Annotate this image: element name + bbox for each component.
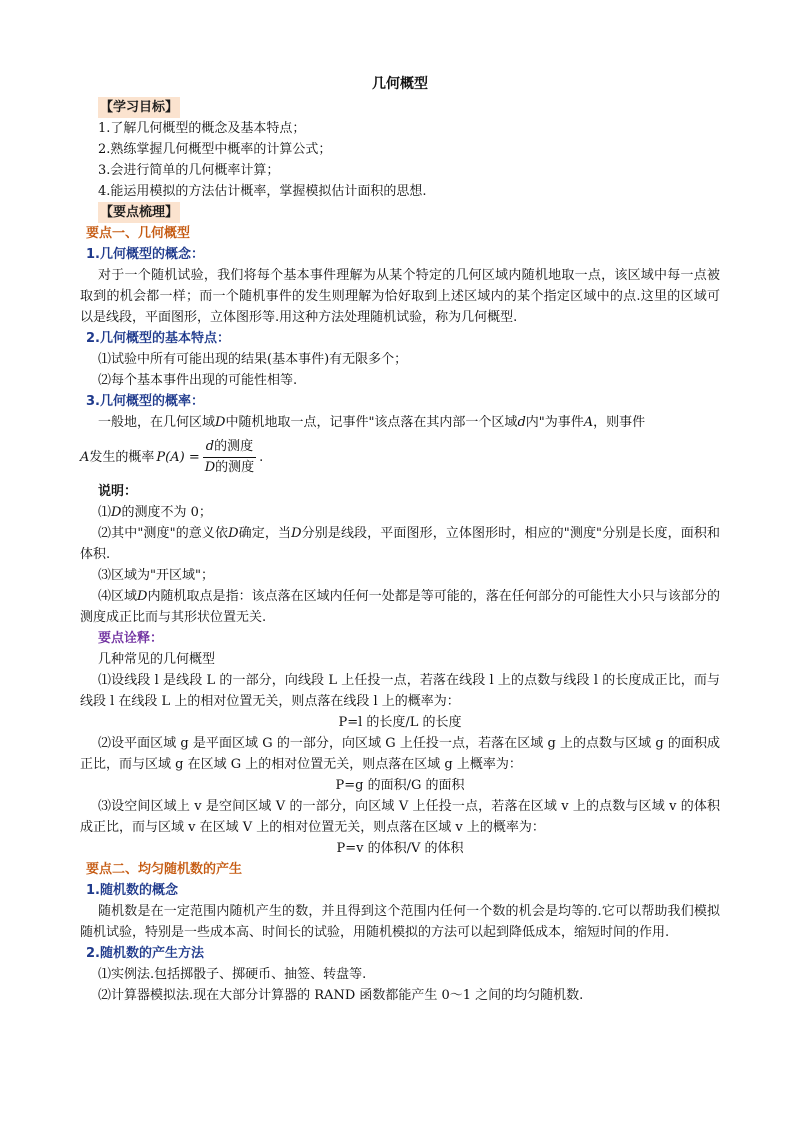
point1-heading: 要点一、几何概型 bbox=[86, 226, 191, 241]
goal-item: 2.熟练掌握几何概型中概率的计算公式； bbox=[98, 142, 332, 157]
explain-item: ⑵设平面区域 g 是平面区域 G 的一部分，向区域 G 上任投一点，若落在区域 g 上的点数与区域 g 的面积成正比，而与区域 g 在区域 G 上的相对位置无关，则点落在区域 g 上概率为： bbox=[80, 736, 720, 772]
note-item: ⑷区域D内随机取点是指：该点落在区域内任何一处都是等可能的，落在任何部分的可能性大小只与该部分的测度成正比而与其形状位置无关. bbox=[80, 589, 720, 625]
explain-label: 要点诠释： bbox=[98, 631, 164, 646]
random-concept-heading: 1.随机数的概念 bbox=[86, 883, 178, 898]
page-title: 几何概型 bbox=[372, 76, 428, 92]
explain-formula: P=l 的长度/L 的长度 bbox=[338, 715, 462, 730]
explain-formula: P=g 的面积/G 的面积 bbox=[335, 778, 465, 793]
document-page bbox=[80, 74, 720, 1006]
feature-item: ⑵每个基本事件出现的可能性相等. bbox=[98, 373, 298, 388]
explain-item: ⑶设空间区域上 v 是空间区域 V 的一部分，向区域 V 上任投一点，若落在区域 v 上的点数与区域 v 的体积成正比，而与区域 v 在区域 V 上的相对位置无关，则点落在区域 v 上的概率为： bbox=[80, 799, 720, 835]
formula-fraction: $\frac{\text{d的测度}}{\text{D的测度}}$ bbox=[204, 438, 255, 475]
probability-paragraph: 一般地，在几何区域D中随机地取一点，记事件"该点落在其内部一个区域d内"为事件A，则事件 bbox=[98, 415, 646, 430]
note-label: 说明： bbox=[98, 484, 138, 499]
explain-intro: 几种常见的几何概型 bbox=[98, 652, 216, 667]
note-item: ⑶区域为"开区域"； bbox=[98, 568, 214, 583]
note-item: ⑵其中"测度"的意义依D确定，当D分别是线段，平面图形，立体图形时，相应的"测度"分别是长度，面积和体积. bbox=[80, 526, 720, 562]
concept-paragraph: 对于一个随机试验，我们将每个基本事件理解为从某个特定的几何区域内随机地取一点，该区域中每一点被取到的机会都一样；而一个随机事件的发生则理解为恰好取到上述区域内的某个指定区域中的点.这里的区域可以是线段，平面图形，立体图形等.用这种方法处理随机试验，称为几何概型. bbox=[80, 268, 720, 325]
method-item: ⑵计算器模拟法.现在大部分计算器的 RAND 函数都能产生 0～1 之间的均匀随机数. bbox=[98, 988, 584, 1003]
method-item: ⑴实例法.包括掷骰子、掷硬币、抽签、转盘等. bbox=[98, 967, 367, 982]
concept-heading: 1.几何概型的概念： bbox=[86, 247, 204, 262]
goals-tag: 【学习目标】 bbox=[98, 97, 180, 118]
explain-formula: P=v 的体积/V 的体积 bbox=[336, 841, 464, 856]
goal-item: 1.了解几何概型的概念及基本特点； bbox=[98, 121, 306, 136]
features-heading: 2.几何概型的基本特点： bbox=[86, 331, 230, 346]
goal-item: 3.会进行简单的几何概率计算； bbox=[98, 163, 280, 178]
probability-heading: 3.几何概型的概率： bbox=[86, 394, 204, 409]
point2-heading: 要点二、均匀随机数的产生 bbox=[86, 862, 243, 877]
goal-item: 4.能运用模拟的方法估计概率，掌握模拟估计面积的思想. bbox=[98, 184, 427, 199]
feature-item: ⑴试验中所有可能出现的结果(基本事件)有无限多个； bbox=[98, 352, 408, 367]
explain-item: ⑴设线段 l 是线段 L 的一部分，向线段 L 上任投一点，若落在线段 l 上的点数与线段 l 的长度成正比，而与线段 l 在线段 L 上的相对位置无关，则点落在线段 l 上的概率为： bbox=[80, 673, 720, 709]
random-concept-paragraph: 随机数是在一定范围内随机产生的数，并且得到这个范围内任何一个数的机会是均等的.它可以帮助我们模拟随机试验，特别是一些成本高、时间长的试验，用随机模拟的方法可以起到降低成本，缩短时间的作用. bbox=[80, 904, 720, 940]
note-item: ⑴D的测度不为 0； bbox=[98, 505, 212, 520]
probability-formula: A 发生的概率 P(A) = $\frac{\text{d的测度}}{\text{D的测度}}$ . bbox=[80, 433, 720, 481]
section-goals bbox=[80, 97, 720, 202]
random-methods-heading: 2.随机数的产生方法 bbox=[86, 946, 204, 961]
points-tag: 【要点梳理】 bbox=[98, 202, 180, 223]
